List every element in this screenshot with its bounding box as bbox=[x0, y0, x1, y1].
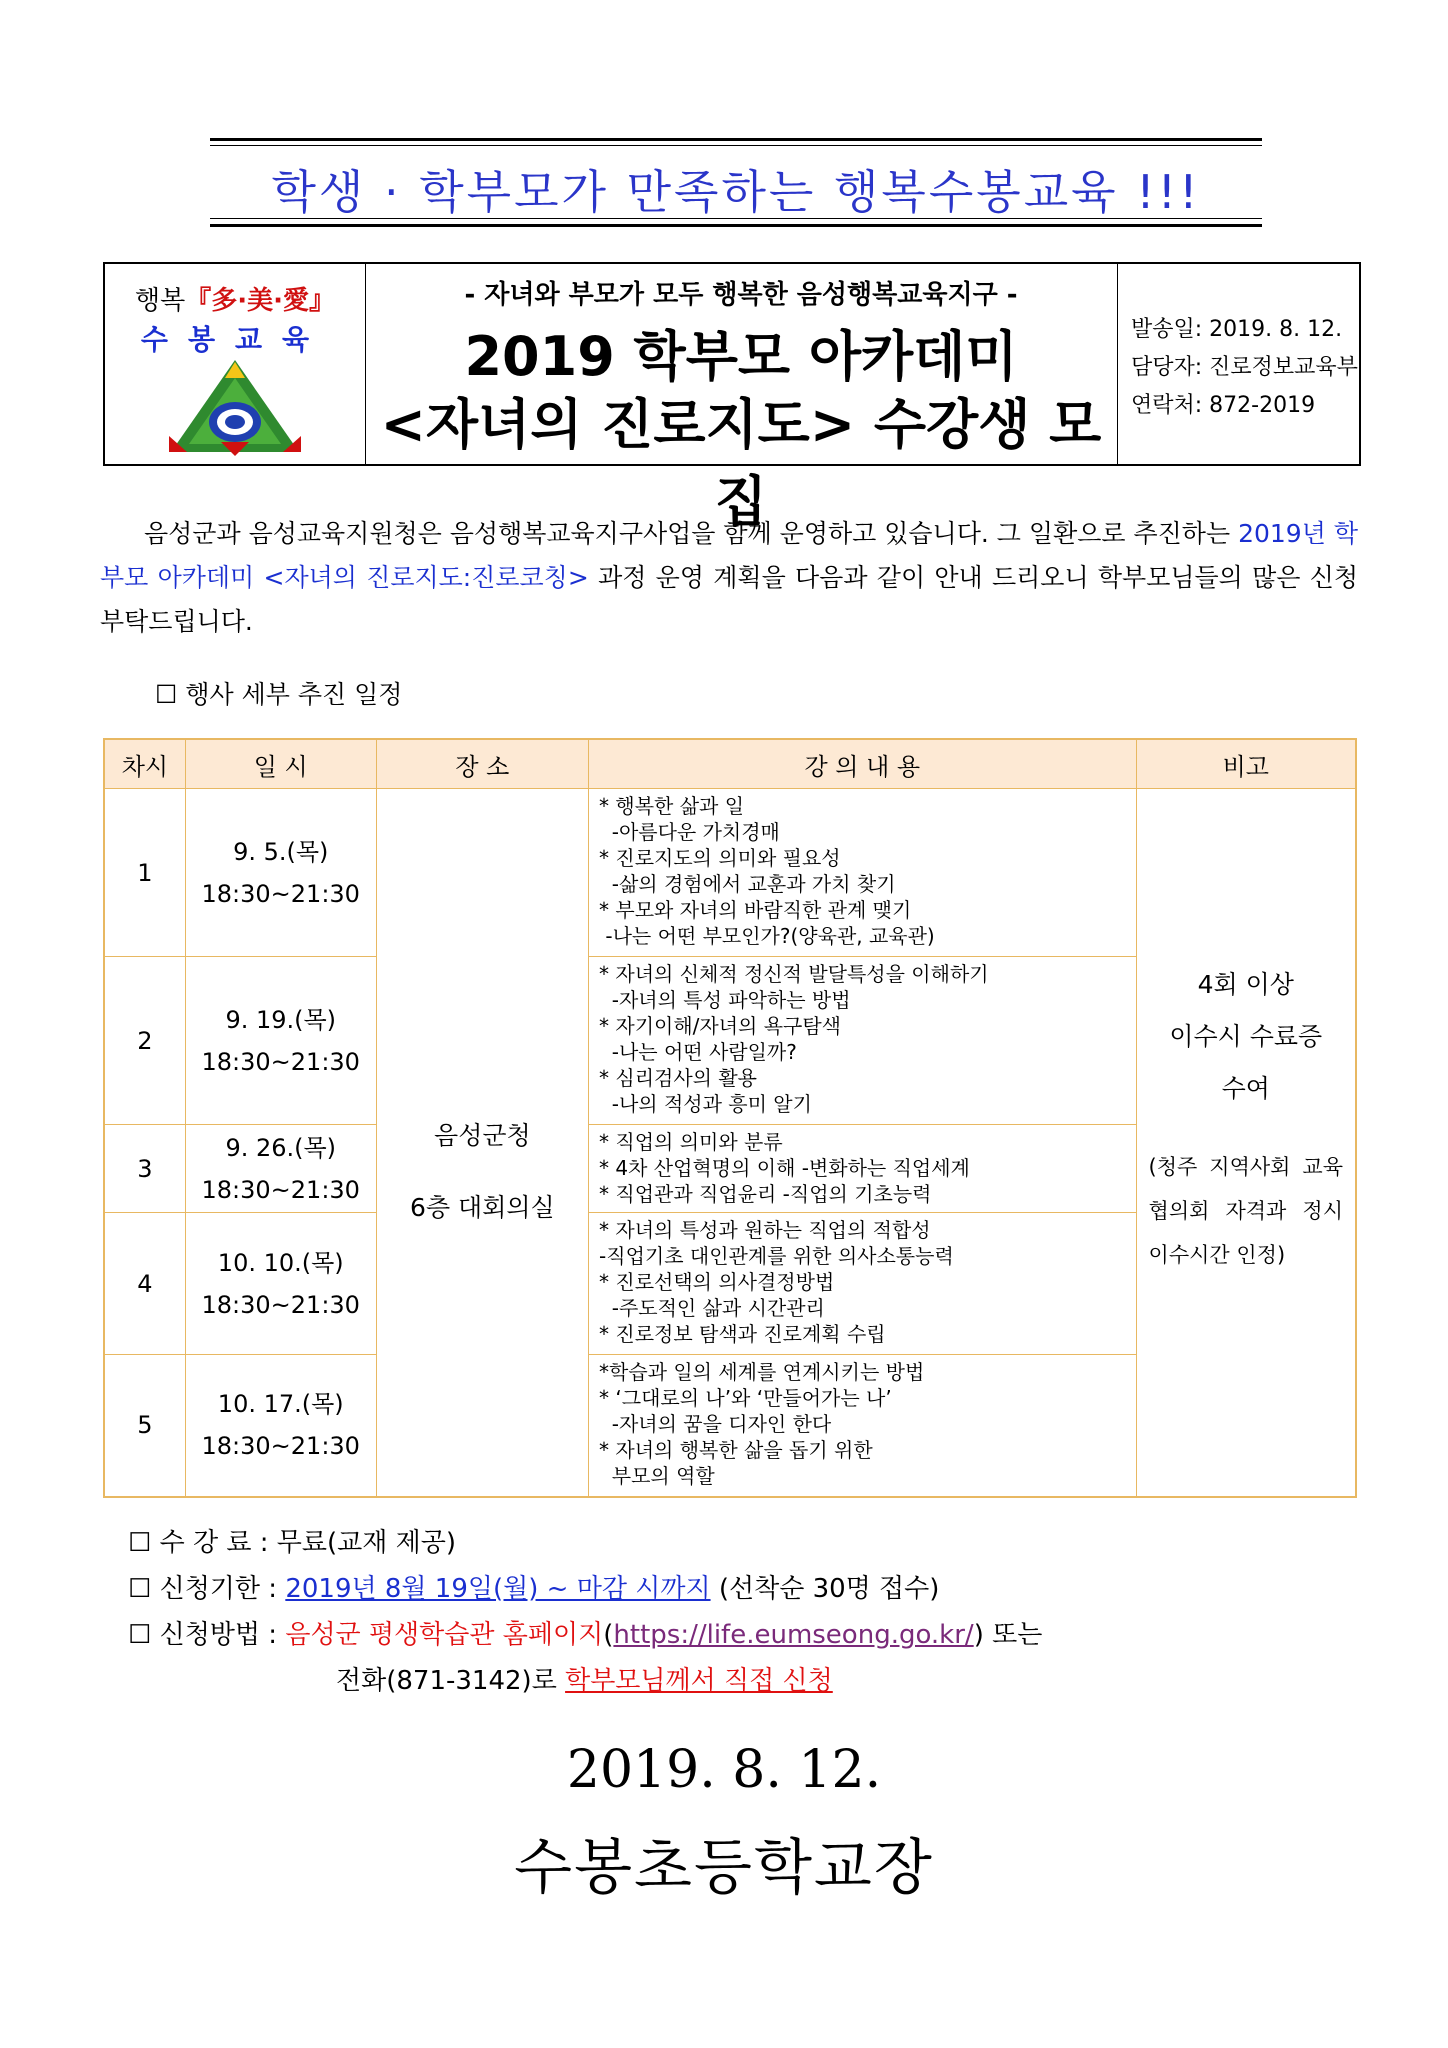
session-no: 4 bbox=[104, 1213, 185, 1355]
place-line2: 6층 대회의실 bbox=[410, 1193, 555, 1223]
session-no: 1 bbox=[104, 789, 185, 957]
logo-motto: 『多·美·愛』 bbox=[185, 286, 335, 316]
session-content bbox=[589, 1213, 1137, 1355]
signer: 수봉초등학교장 bbox=[514, 1833, 934, 1903]
logo-name: 수봉교육 bbox=[140, 323, 330, 356]
deadline-value: 2019년 8월 19일(월) ~ 마감 시까지 bbox=[285, 1574, 711, 1604]
content-line: * 진로지도의 의미와 필요성 bbox=[599, 846, 841, 870]
session-date: 9. 5.(목) bbox=[233, 837, 329, 866]
session-no: 3 bbox=[104, 1125, 185, 1213]
intro-highlight: 2019년 학부모 아카데미 <자녀의 진로지도:진로코칭> bbox=[100, 519, 1358, 592]
content-line: -자녀의 꿈을 디자인 한다 bbox=[599, 1412, 832, 1436]
fee-info bbox=[128, 1522, 456, 1559]
title-cell bbox=[365, 264, 1118, 533]
intro-paragraph bbox=[100, 512, 1358, 644]
document-date: 2019. 8. 12. bbox=[566, 1740, 882, 1800]
manager: 담당자: 진로정보교육부 bbox=[1131, 355, 1358, 380]
session-date-cell bbox=[185, 957, 376, 1125]
header-box bbox=[103, 262, 1361, 533]
content-line: -직업기초 대인관계를 위한 의사소통능력 bbox=[599, 1244, 954, 1268]
schedule-table bbox=[103, 738, 1357, 1498]
method-label: ☐ 신청방법 : bbox=[128, 1620, 286, 1650]
session-time: 18:30~21:30 bbox=[201, 1175, 360, 1204]
content-line: * 자녀의 특성과 원하는 직업의 적합성 bbox=[599, 1218, 931, 1242]
session-content bbox=[589, 1355, 1137, 1497]
content-line: -나는 어떤 사람일까? bbox=[599, 1040, 797, 1064]
bottom-rule bbox=[210, 224, 1262, 227]
logo-motto-line bbox=[105, 280, 365, 317]
method-info bbox=[128, 1614, 1042, 1651]
content-line: -나의 적성과 흥미 알기 bbox=[599, 1092, 812, 1116]
content-line: * 직업관과 직업윤리 -직업의 기초능력 bbox=[599, 1182, 932, 1206]
fee-value: 무료(교재 제공) bbox=[276, 1528, 456, 1558]
session-no: 5 bbox=[104, 1355, 185, 1497]
header-subtitle: - 자녀와 부모가 모두 행복한 음성행복교육지구 - bbox=[464, 280, 1018, 310]
content-line: * 심리검사의 활용 bbox=[599, 1066, 757, 1090]
content-line: * 부모와 자녀의 바람직한 관계 맺기 bbox=[599, 898, 912, 922]
session-date: 10. 10.(목) bbox=[217, 1248, 344, 1277]
content-line: -아름다운 가치경매 bbox=[599, 820, 780, 844]
header-content: 강 의 내 용 bbox=[589, 739, 1137, 789]
content-line: * ‘그대로의 나’와 ‘만들어가는 나’ bbox=[599, 1386, 892, 1410]
logo-prefix: 행복 bbox=[135, 286, 186, 316]
session-time: 18:30~21:30 bbox=[201, 1290, 360, 1319]
content-line: * 자녀의 신체적 정신적 발달특성을 이해하기 bbox=[599, 962, 989, 986]
method-url-link[interactable]: https://life.eumseong.go.kr/ bbox=[613, 1620, 974, 1650]
session-date-cell bbox=[185, 1355, 376, 1497]
session-content bbox=[589, 957, 1137, 1125]
contact: 연락처: 872-2019 bbox=[1131, 393, 1316, 418]
content-line: * 4차 산업혁명의 이해 -변화하는 직업세계 bbox=[599, 1156, 970, 1180]
content-line: -주도적인 삶과 시간관리 bbox=[599, 1296, 825, 1320]
deadline-label: ☐ 신청기한 : bbox=[128, 1574, 286, 1604]
school-logo-cell bbox=[105, 264, 366, 464]
slogan-banner bbox=[210, 138, 1262, 228]
note-line1: 4회 이상 bbox=[1197, 970, 1294, 999]
method-paren-close: ) 또는 bbox=[973, 1620, 1043, 1650]
method-value: 음성군 평생학습관 홈페이지 bbox=[285, 1620, 604, 1650]
content-line: * 행복한 삶과 일 bbox=[599, 794, 745, 818]
phone-info bbox=[336, 1660, 833, 1697]
content-line: * 진로정보 탐색과 진로계획 수립 bbox=[599, 1322, 886, 1346]
top-rule bbox=[210, 138, 1262, 141]
session-date: 9. 26.(목) bbox=[225, 1133, 337, 1162]
issue-date: 발송일: 2019. 8. 12. bbox=[1131, 317, 1343, 342]
content-line: -자녀의 특성 파악하는 방법 bbox=[599, 988, 851, 1012]
bottom-rule-thin bbox=[210, 218, 1262, 219]
header-place: 장 소 bbox=[376, 739, 588, 789]
note-line3: 수여 bbox=[1221, 1074, 1270, 1103]
session-time: 18:30~21:30 bbox=[201, 879, 360, 908]
session-content bbox=[589, 1125, 1137, 1213]
deadline-note: (선착순 30명 접수) bbox=[710, 1574, 940, 1604]
note-sub: (청주 지역사회 교육협의회 자격과 정시 이수시간 인정) bbox=[1148, 1155, 1343, 1267]
slogan-text: 학생 · 학부모가 만족하는 행복수봉교육 !!! bbox=[271, 165, 1201, 219]
content-line: * 직업의 의미와 분류 bbox=[599, 1130, 783, 1154]
intro-part2: 과정 운영 계획을 다음과 같이 안내 드리오니 학부모님들의 많은 신청 부탁드립니다. bbox=[100, 563, 1358, 636]
session-date: 9. 19.(목) bbox=[225, 1005, 337, 1034]
phone-text: 전화(871-3142)로 bbox=[336, 1666, 566, 1696]
meta-cell bbox=[1117, 264, 1359, 464]
header-title-line1: 2019 학부모 아카데미 bbox=[464, 325, 1018, 388]
header-datetime: 일 시 bbox=[185, 739, 376, 789]
session-time: 18:30~21:30 bbox=[201, 1432, 360, 1461]
content-line: 부모의 역할 bbox=[599, 1464, 715, 1488]
session-time: 18:30~21:30 bbox=[201, 1047, 360, 1076]
place-line1: 음성군청 bbox=[434, 1121, 531, 1151]
place-cell bbox=[376, 789, 588, 1497]
deadline-info bbox=[128, 1568, 939, 1605]
content-line: -나는 어떤 부모인가?(양육관, 교육관) bbox=[599, 924, 935, 948]
schedule-section-title: ☐ 행사 세부 추진 일정 bbox=[155, 680, 403, 709]
header-session: 차시 bbox=[104, 739, 185, 789]
school-emblem-icon bbox=[165, 356, 305, 456]
top-rule-thin bbox=[210, 145, 1262, 146]
fee-label: ☐ 수 강 료 : bbox=[128, 1528, 277, 1558]
session-content bbox=[589, 789, 1137, 957]
session-date-cell bbox=[185, 1125, 376, 1213]
header-note: 비고 bbox=[1136, 739, 1356, 789]
content-line: * 진로선택의 의사결정방법 bbox=[599, 1270, 835, 1294]
table-header-row bbox=[104, 739, 1356, 789]
header-title-line2: <자녀의 진로지도> 수강생 모집 bbox=[380, 393, 1102, 533]
session-date: 10. 17.(목) bbox=[217, 1390, 344, 1419]
session-date-cell bbox=[185, 1213, 376, 1355]
content-line: *학습과 일의 세계를 연계시키는 방법 bbox=[599, 1360, 925, 1384]
session-date-cell bbox=[185, 789, 376, 957]
table-row bbox=[104, 789, 1356, 957]
content-line: * 자기이해/자녀의 욕구탐색 bbox=[599, 1014, 842, 1038]
note-cell bbox=[1136, 789, 1356, 1497]
phone-emphasis: 학부모님께서 직접 신청 bbox=[565, 1666, 833, 1696]
method-paren-open: ( bbox=[603, 1620, 614, 1650]
intro-part1: 음성군과 음성교육지원청은 음성행복교육지구사업을 함께 운영하고 있습니다. 그 일환으로 추진하는 bbox=[144, 519, 1239, 548]
content-line: * 자녀의 행복한 삶을 돕기 위한 bbox=[599, 1438, 873, 1462]
content-line: -삶의 경험에서 교훈과 가치 찾기 bbox=[599, 872, 896, 896]
session-no: 2 bbox=[104, 957, 185, 1125]
note-line2: 이수시 수료증 bbox=[1169, 1022, 1323, 1051]
